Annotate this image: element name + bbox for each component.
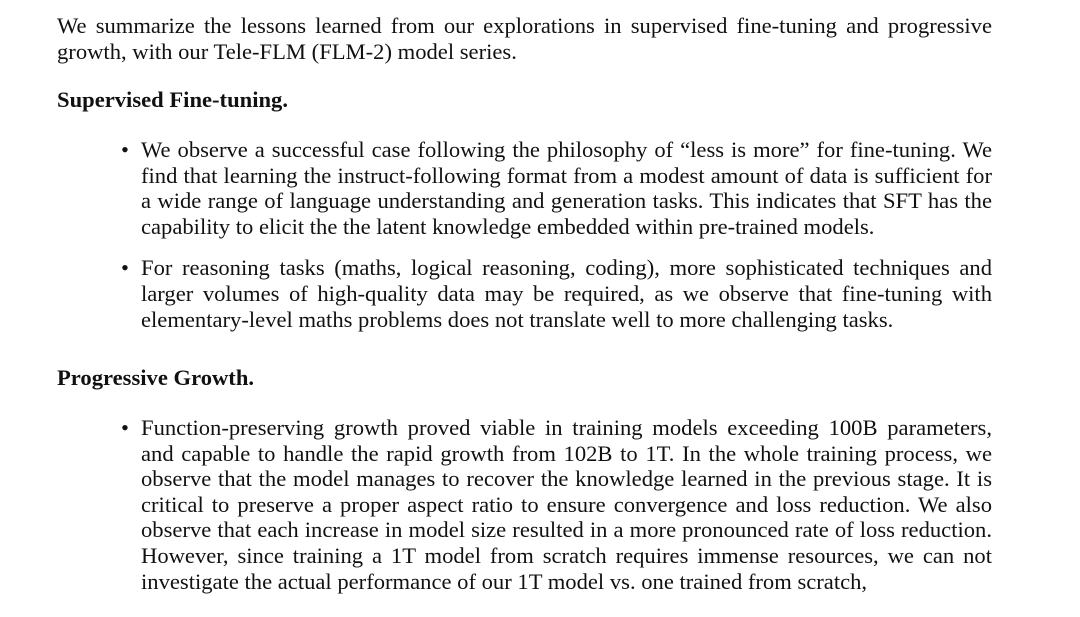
bullet-icon: • [121,415,129,440]
bullet-text: Function-preserving growth proved viable in training models exceeding 100B parameters, and capable to handle the rapid growth from 102B to 1T. In the whole training process, we observe that the model manages to recover the knowledge learned in the previous stage. It is critical to preserve a proper aspect ratio to ensure convergence and loss reduction. We also observe that each increase in model size resulted in a more pronounced rate of loss reduction. However, since training a 1T model from scratch requires immense resources, we can not investigate the actual performance of our 1T model vs. one trained from scratch, [141,415,992,594]
bullet-item [121,415,992,594]
supervised-fine-tuning-bullet-list [121,137,992,332]
bullet-icon: • [121,137,129,162]
section-heading-supervised-fine-tuning: Supervised Fine-tuning. [57,87,289,112]
intro-paragraph: We summarize the lessons learned from our explorations in supervised fine-tuning and progressive growth, with our Tele-FLM (FLM-2) model series. [57,13,992,64]
bullet-item [121,255,992,332]
progressive-growth-bullet-list [121,415,992,594]
paper-page [57,13,992,594]
bullet-item [121,137,992,239]
bullet-icon: • [121,255,129,281]
bullet-text: For reasoning tasks (maths, logical reasoning, coding), more sophisticated techniques and larger volumes of high-quality data may be required, as we observe that fine-tuning with elementary-level maths problems does not translate well to more challenging tasks. [141,255,992,332]
section-heading-progressive-growth: Progressive Growth. [57,365,255,390]
bullet-text: We observe a successful case following the philosophy of “less is more” for fine-tuning. We find that learning the instruct-following format from a modest amount of data is sufficient for a wide range of language understanding and generation tasks. This indicates that SFT has the capability to elicit the the latent knowledge embedded within pre-trained models. [141,137,992,239]
